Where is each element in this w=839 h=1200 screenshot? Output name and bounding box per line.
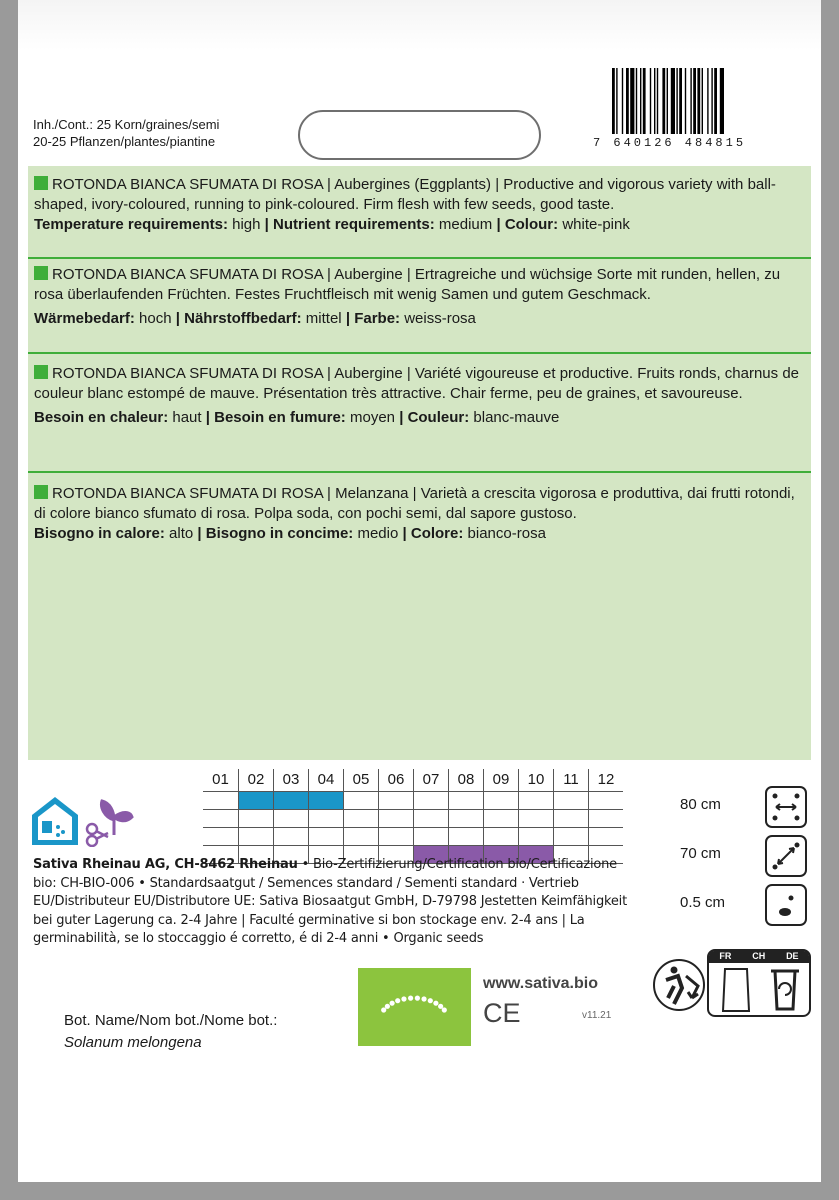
section-german: ROTONDA BIANCA SFUMATA DI ROSA | Aubergine | Ertragreiche und wüchsige Sorte mit runden, hellen, zu rosa überlaufenden Früchten. Festes Fruchtfleisch mit wenig Samen und gutem Geschmack. Wärmebedarf: hoch | Nährstoffbedarf: mittel | Farbe: weiss-rosa [34, 266, 781, 327]
country-code-de: DE [786, 951, 799, 961]
company-text: • Bio-Zertifizierung/Certification bio/Certificazione bio: CH-BIO-006 • Standardsaatgut / Semences standard / Sementi standard · Vertrieb EU/Distributeur EU/Distributore UE: Sativa Biosaatgut GmbH, D-79798 Jestetten Keimfähigkeit bei guter Lagerung ca. 2-4 Jahre | Faculté germinative si bon stockage env. 2-4 ans | La germinabilità, se lo stoccaggio é corretto, é di 2-4 anni • Organic seeds [33, 857, 627, 946]
it-key-1: Bisogno in calore: [34, 525, 165, 542]
en-val-2: medium [438, 216, 493, 233]
month-02: 02 [238, 769, 273, 791]
en-val-3: white-pink [562, 216, 630, 233]
fr-lead: ROTONDA BIANCA SFUMATA DI ROSA | Aubergine | Variété vigoureuse et productive. Fruits ronds, charnus de couleur blanc estompé de mauve. Présentation très attractive. Chair ferme, peu de graines, et savoureuse. [34, 365, 799, 402]
de-val-3: weiss-rosa [404, 310, 476, 327]
barcode-number: 7 640126 484815 [593, 136, 747, 150]
section-french: ROTONDA BIANCA SFUMATA DI ROSA | Aubergine | Variété vigoureuse et productive. Fruits ronds, charnus de couleur blanc estompé de mauve. Présentation très attractive. Chair ferme, peu de graines, et savoureuse. Besoin en chaleur: haut | Besoin en fumure: moyen | Couleur: blanc-mauve [34, 365, 799, 426]
it-key-3: Colore: [410, 525, 464, 542]
country-code-fr: FR [719, 951, 732, 961]
fr-key-2: Besoin en fumure: [214, 409, 346, 426]
contents-line-2: 20-25 Pflanzen/plantes/piantine [33, 134, 216, 149]
contents-line-1: Inh./Cont.: 25 Korn/graines/semi [33, 117, 220, 132]
website: www.sativa.bio [483, 975, 598, 992]
it-key-2: Bisogno in concime: [205, 525, 354, 542]
month-03: 03 [273, 769, 308, 791]
fr-key-3: Couleur: [407, 409, 470, 426]
it-lead: ROTONDA BIANCA SFUMATA DI ROSA | Melanzana | Varietà a crescita vigorosa e produttiva, dai frutti rotondi, di colore bianco sfumato di rosa. Polpa soda, con pochi semi, dal sapore gustoso. [34, 485, 795, 522]
de-key-3: Farbe: [354, 310, 401, 327]
month-10: 10 [518, 769, 553, 791]
version-code: v11.21 [582, 1010, 612, 1021]
it-val-2: medio [357, 525, 399, 542]
en-key-1: Temperature requirements: [34, 216, 228, 233]
en-val-1: high [232, 216, 261, 233]
fr-val-1: haut [172, 409, 202, 426]
fr-val-3: blanc-mauve [473, 409, 560, 426]
en-key-3: Colour: [504, 216, 559, 233]
en-key-2: Nutrient requirements: [273, 216, 435, 233]
month-05: 05 [343, 769, 378, 791]
month-08: 08 [448, 769, 483, 791]
month-01: 01 [212, 771, 229, 788]
de-key-1: Wärmebedarf: [34, 310, 135, 327]
month-11: 11 [553, 769, 588, 791]
ce-mark: CE [483, 998, 521, 1028]
company-name: Sativa Rheinau AG, CH-8462 Rheinau [33, 857, 298, 872]
de-key-2: Nährstoffbedarf: [184, 310, 302, 327]
month-12: 12 [588, 769, 623, 791]
month-06: 06 [378, 769, 413, 791]
de-lead: ROTONDA BIANCA SFUMATA DI ROSA | Aubergine | Ertragreiche und wüchsige Sorte mit runden, hellen, zu rosa überlaufenden Früchten. Festes Fruchtfleisch mit wenig Samen und gutem Geschmack. [34, 266, 781, 303]
de-val-1: hoch [139, 310, 172, 327]
plant-spacing-value: 70 cm [680, 845, 721, 862]
botanical-label: Bot. Name/Nom bot./Nome bot.: [64, 1012, 278, 1029]
month-09: 09 [483, 769, 518, 791]
sowing-depth-value: 0.5 cm [680, 894, 726, 911]
fr-val-2: moyen [349, 409, 396, 426]
section-italian: ROTONDA BIANCA SFUMATA DI ROSA | Melanzana | Varietà a crescita vigorosa e produttiva, dai frutti rotondi, di colore bianco sfumato di rosa. Polpa soda, con pochi semi, dal sapore gustoso. Bisogno in calore: alto | Bisogno in concime: medio | Colore: bianco-rosa [34, 485, 795, 542]
botanical-name: Solanum melongena [64, 1034, 202, 1051]
en-lead: ROTONDA BIANCA SFUMATA DI ROSA | Aubergines (Eggplants) | Productive and vigorous variety with ball-shaped, ivory-coloured, running to pink-coloured. Firm flesh with few seeds, good taste. [34, 176, 776, 213]
it-val-1: alto [169, 525, 194, 542]
it-val-3: bianco-rosa [467, 525, 546, 542]
month-07: 07 [413, 769, 448, 791]
row-spacing-value: 80 cm [680, 796, 721, 813]
de-val-2: mittel [305, 310, 342, 327]
month-04: 04 [308, 769, 343, 791]
fr-key-1: Besoin en chaleur: [34, 409, 169, 426]
country-code-ch: CH [752, 951, 766, 961]
section-english: ROTONDA BIANCA SFUMATA DI ROSA | Aubergines (Eggplants) | Productive and vigorous variety with ball-shaped, ivory-coloured, running to pink-coloured. Firm flesh with few seeds, good taste. Temperature requirements: high | Nutrient requirements: medium | Colour: white-pink [34, 176, 776, 233]
